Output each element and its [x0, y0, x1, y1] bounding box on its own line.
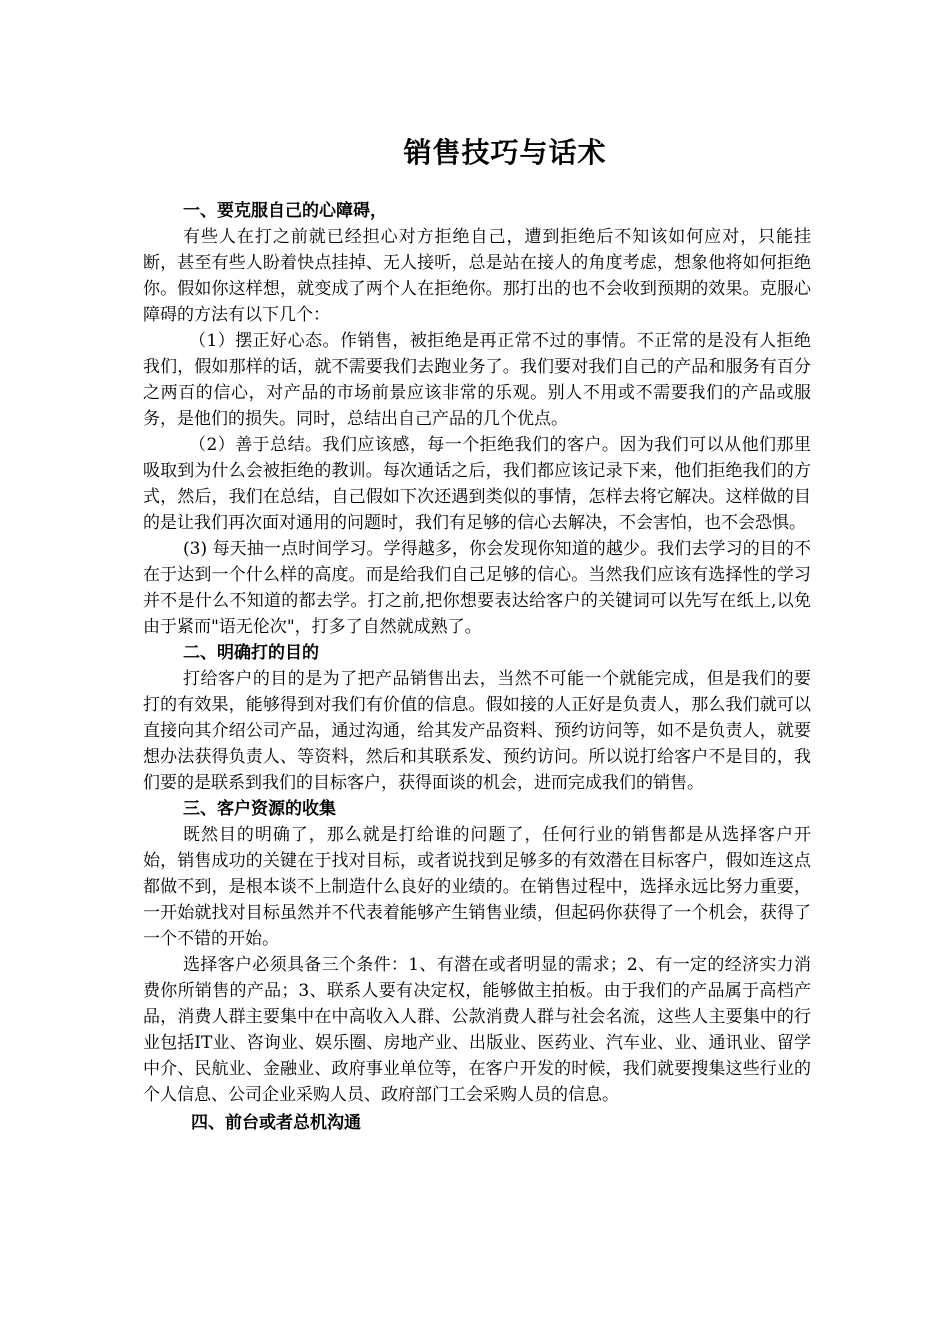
paragraph: (3) 每天抽一点时间学习。学得越多，你会发现你知道的越少。我们去学习的目的不在于达到一个什么样的高度。而是给我们自己足够的信心。当然我们应该有选择性的学习并不是什么不知道的都去学。打之前,把你想要表达给客户的关键词可以先写在纸上,以免由于紧而"语无伦次"，打多了自然就成熟了。	[143, 539, 811, 637]
paragraph: 选择客户必须具备三个条件：1、有潜在或者明显的需求；2、有一定的经济实力消费你所销售的产品；3、联系人要有决定权，能够做主拍板。由于我们的产品属于高档产品，消费人群主要集中在中高收入人群、公款消费人群与社会名流，这些人主要集中的行业包括IT业、咨询业、娱乐圈、房地产业、出版业、医药业、汽车业、业、通讯业、留学中介、民航业、金融业、政府事业单位等，在客户开发的时候，我们就要搜集这些行业的个人信息、公司企业采购人员、政府部门工会采购人员的信息。	[143, 955, 811, 1105]
paragraph: 打给客户的目的是为了把产品销售出去，当然不可能一个就能完成，但是我们的要打的有效果，能够得到对我们有价值的信息。假如接的人正好是负责人，那么我们就可以直接向其介绍公司产品，通过沟通，给其发产品资料、预约访问等，如不是负责人，就要想办法获得负责人、等资料，然后和其联系发、预约访问。所以说打给客户不是目的，我们要的是联系到我们的目标客户，获得面谈的机会，进而完成我们的销售。	[143, 669, 811, 793]
paragraph: （2）善于总结。我们应该感，每一个拒绝我们的客户。因为我们可以从他们那里吸取到为什么会被拒绝的教训。每次通话之后，我们都应该记录下来，他们拒绝我们的方式，然后，我们在总结，自己假如下次还遇到类似的事情，怎样去将它解决。这样做的目的是让我们再次面对通用的问题时，我们有足够的信心去解决，不会害怕，也不会恐惧。	[143, 435, 811, 533]
section-heading-3: 三、客户资源的收集	[183, 799, 336, 819]
paragraph: 有些人在打之前就已经担心对方拒绝自己，遭到拒绝后不知该如何应对，只能挂断，甚至有些人盼着快点挂掉、无人接听，总是站在接人的角度考虑，想象他将如何拒绝你。假如你这样想，就变成了两个人在拒绝你。那打出的也不会收到预期的效果。克服心障碍的方法有以下几个：	[143, 227, 811, 325]
section-heading-2: 二、明确打的目的	[183, 643, 319, 663]
document-title: 销售技巧与话术	[403, 136, 607, 169]
paragraph: 既然目的明确了，那么就是打给谁的问题了，任何行业的销售都是从选择客户开始，销售成功的关键在于找对目标，或者说找到足够多的有效潜在目标客户，假如连这点都做不到，是根本谈不上制造什么良好的业绩的。在销售过程中，选择永远比努力重要，一开始就找对目标虽然并不代表着能够产生销售业绩，但起码你获得了一个机会，获得了一个不错的开始。	[143, 825, 811, 949]
paragraph: （1）摆正好心态。作销售，被拒绝是再正常不过的事情。不正常的是没有人拒绝我们，假如那样的话，就不需要我们去跑业务了。我们要对我们自己的产品和服务有百分之两百的信心，对产品的市场前景应该非常的乐观。别人不用或不需要我们的产品或服务，是他们的损失。同时，总结出自己产品的几个优点。	[143, 331, 811, 429]
document-body	[143, 198, 811, 1136]
section-heading-1: 一、要克服自己的心障碍，	[183, 201, 387, 221]
section-heading-4: 四、前台或者总机沟通	[191, 1113, 361, 1133]
